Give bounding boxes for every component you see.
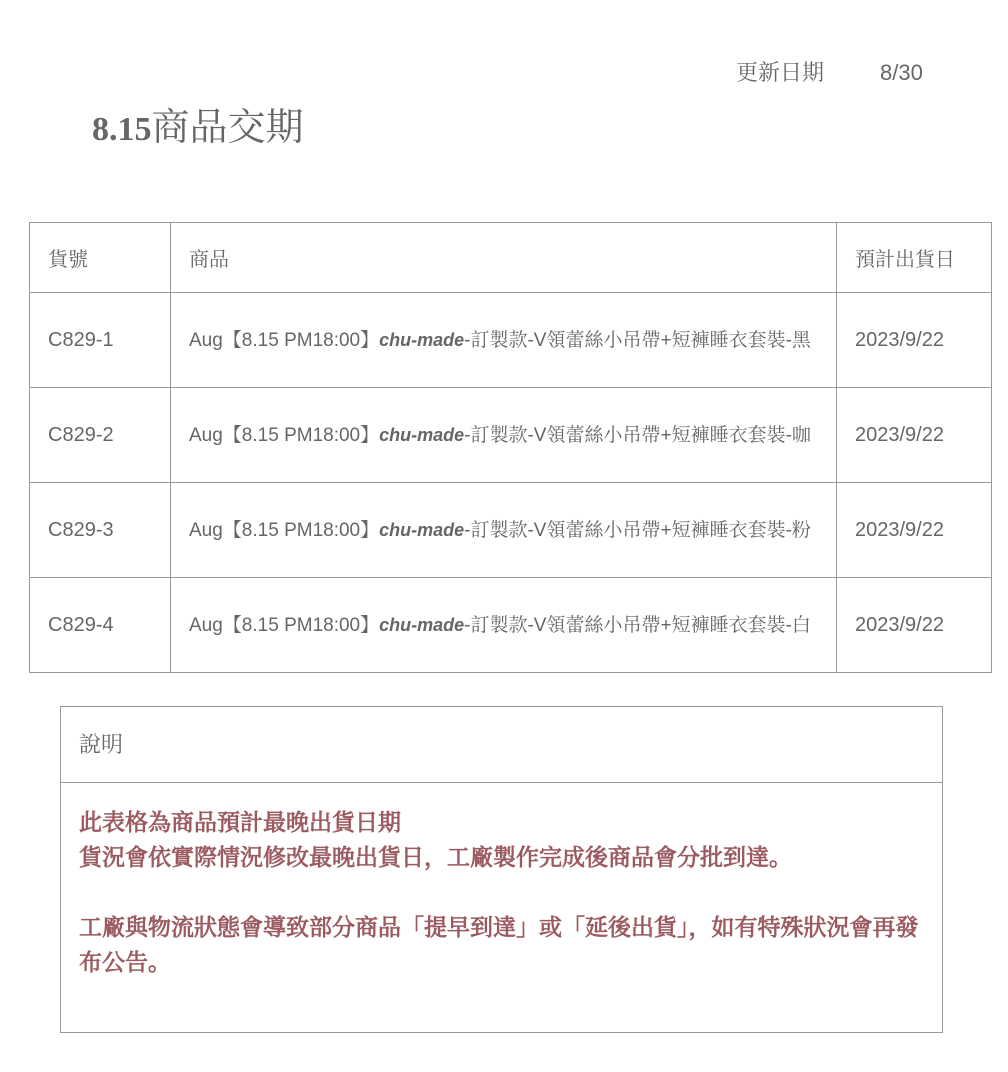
ship-date-cell: 2023/9/22	[837, 578, 992, 673]
notice-paragraph	[79, 910, 924, 980]
table-row	[30, 293, 992, 388]
product-brand: chu-made	[379, 329, 465, 350]
column-header-sku: 貨號	[30, 223, 171, 293]
column-header-product: 商品	[171, 223, 837, 293]
notice-line: 貨況會依實際情況修改最晚出貨日，工廠製作完成後商品會分批到達。	[79, 844, 792, 870]
ship-date-cell: 2023/9/22	[837, 293, 992, 388]
ship-date-cell: 2023/9/22	[837, 483, 992, 578]
table-row	[30, 578, 992, 673]
product-suffix: -訂製款-V領蕾絲小吊帶+短褲睡衣套裝-咖	[464, 424, 811, 446]
product-cell	[171, 483, 837, 578]
sku-cell: C829-2	[30, 388, 171, 483]
table-row	[30, 388, 992, 483]
product-prefix: Aug【8.15 PM18:00】	[189, 329, 380, 351]
column-header-ship-date: 預計出貨日	[837, 223, 992, 293]
product-suffix: -訂製款-V領蕾絲小吊帶+短褲睡衣套裝-白	[464, 614, 811, 636]
notice-box	[60, 706, 943, 1033]
product-suffix: -訂製款-V領蕾絲小吊帶+短褲睡衣套裝-黑	[464, 329, 811, 351]
page-title-number: 8.15	[92, 111, 152, 148]
product-prefix: Aug【8.15 PM18:00】	[189, 614, 380, 636]
notice-body	[61, 783, 942, 980]
page-title-text: 商品交期	[151, 107, 304, 149]
ship-date-cell: 2023/9/22	[837, 388, 992, 483]
sku-cell: C829-4	[30, 578, 171, 673]
notice-line: 此表格為商品預計最晚出貨日期	[79, 809, 401, 835]
product-suffix: -訂製款-V領蕾絲小吊帶+短褲睡衣套裝-粉	[464, 519, 811, 541]
notice-header: 說明	[61, 707, 942, 783]
table-row	[30, 483, 992, 578]
product-cell	[171, 293, 837, 388]
update-value: 8/30	[880, 60, 923, 85]
notice-paragraph	[79, 805, 924, 875]
notice-line: 工廠與物流狀態會導致部分商品「提早到達」或「延後出貨」，如有特殊狀況會再發布公告。	[79, 914, 919, 975]
product-brand: chu-made	[379, 424, 465, 445]
delivery-table	[29, 222, 992, 673]
product-brand: chu-made	[379, 519, 465, 540]
product-prefix: Aug【8.15 PM18:00】	[189, 519, 380, 541]
table-header-row	[30, 223, 992, 293]
sku-cell: C829-1	[30, 293, 171, 388]
product-cell	[171, 388, 837, 483]
product-prefix: Aug【8.15 PM18:00】	[189, 424, 380, 446]
update-label: 更新日期	[736, 60, 825, 85]
product-cell	[171, 578, 837, 673]
update-info	[736, 56, 923, 87]
sku-cell: C829-3	[30, 483, 171, 578]
product-brand: chu-made	[379, 614, 465, 635]
page-title	[92, 96, 304, 151]
